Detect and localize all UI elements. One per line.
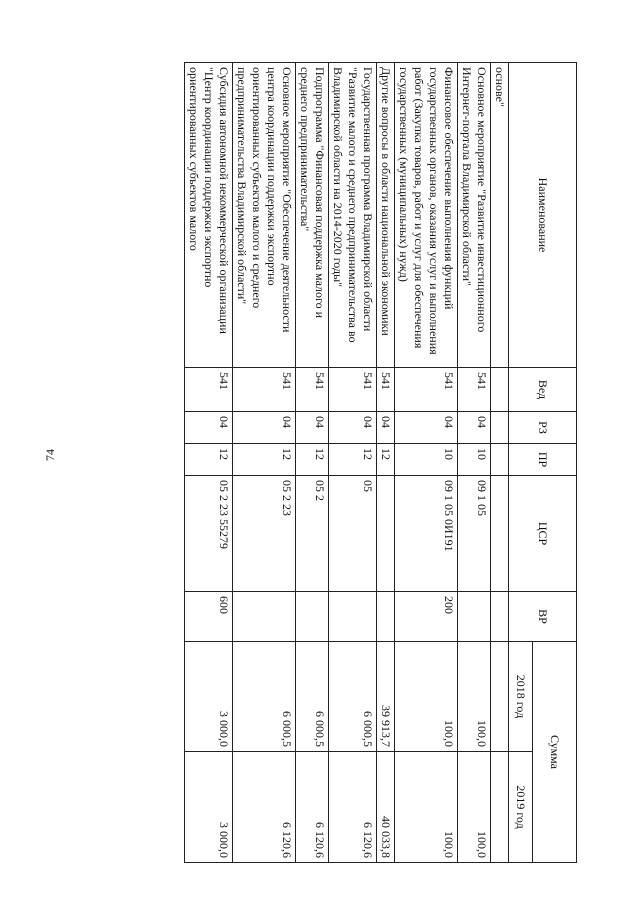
cell-ved: 541 <box>185 368 233 412</box>
cell-2018: 6 000,5 <box>329 642 377 752</box>
cell-rz: 04 <box>458 412 491 444</box>
cell-rz: 04 <box>377 412 395 444</box>
cell-vr <box>233 592 296 642</box>
cell-vr <box>491 592 509 642</box>
cell-pr: 12 <box>185 444 233 476</box>
cell-2018 <box>491 642 509 752</box>
table-row <box>329 63 377 863</box>
table-row <box>491 63 509 863</box>
table-row <box>296 63 329 863</box>
cell-2018: 6 000,5 <box>296 642 329 752</box>
cell-rz: 04 <box>233 412 296 444</box>
cell-2018: 6 000,5 <box>233 642 296 752</box>
table-row <box>185 63 233 863</box>
cell-2019 <box>491 752 509 863</box>
header-rz: РЗ <box>509 412 577 444</box>
cell-csr: 09 1 05 0И191 <box>395 476 458 592</box>
cell-ved: 541 <box>377 368 395 412</box>
cell-pr: 12 <box>377 444 395 476</box>
cell-rz: 04 <box>296 412 329 444</box>
cell-2018: 39 913,7 <box>377 642 395 752</box>
cell-pr <box>491 444 509 476</box>
cell-vr <box>296 592 329 642</box>
cell-rz <box>491 412 509 444</box>
cell-2018: 3 000,0 <box>185 642 233 752</box>
header-sum: Сумма <box>533 642 577 863</box>
cell-2019: 3 000,0 <box>185 752 233 863</box>
cell-csr: 05 <box>329 476 377 592</box>
page-number: 74 <box>43 449 57 461</box>
cell-vr: 200 <box>395 592 458 642</box>
cell-pr: 10 <box>458 444 491 476</box>
cell-csr <box>491 476 509 592</box>
cell-pr: 10 <box>395 444 458 476</box>
cell-vr <box>458 592 491 642</box>
header-vr: ВР <box>509 592 577 642</box>
cell-name: Государственная программа Владимирской области "Развитие малого и среднего предпринимательства во Владимирской области на 2014-2020 годы" <box>329 63 377 368</box>
cell-name: Основное мероприятие "Развитие инвестиционного Интернет-портала Владимирской области" <box>458 63 491 368</box>
cell-name: Субсидия автономной некоммерческой организации "Центр координации поддержки экспортно ориентированных субъектов малого <box>185 63 233 368</box>
cell-csr: 05 2 23 <box>233 476 296 592</box>
cell-pr: 12 <box>233 444 296 476</box>
cell-ved: 541 <box>395 368 458 412</box>
cell-name: Другие вопросы в области национальной экономики <box>377 63 395 368</box>
cell-csr: 09 1 05 <box>458 476 491 592</box>
table-row <box>395 63 458 863</box>
cell-2019: 100,0 <box>458 752 491 863</box>
cell-name: Основное мероприятие "Обеспечение деятельности центра координации поддержки экспортно ориентированных субъектов малого и среднего предпринимательства Владимирской области" <box>233 63 296 368</box>
cell-ved: 541 <box>296 368 329 412</box>
cell-ved <box>491 368 509 412</box>
cell-2018: 100,0 <box>395 642 458 752</box>
cell-ved: 541 <box>233 368 296 412</box>
budget-table <box>184 62 577 863</box>
header-2018: 2018 год <box>509 642 533 752</box>
cell-ved: 541 <box>329 368 377 412</box>
cell-rz: 04 <box>185 412 233 444</box>
header-pr: ПР <box>509 444 577 476</box>
header-name: Наименование <box>509 63 577 368</box>
cell-csr: 05 2 <box>296 476 329 592</box>
cell-vr: 600 <box>185 592 233 642</box>
cell-vr <box>377 592 395 642</box>
cell-2019: 6 120,6 <box>233 752 296 863</box>
cell-pr: 12 <box>329 444 377 476</box>
table-row <box>458 63 491 863</box>
header-2019: 2019 год <box>509 752 533 863</box>
cell-vr <box>329 592 377 642</box>
cell-rz: 04 <box>329 412 377 444</box>
cell-ved: 541 <box>458 368 491 412</box>
cell-name: Подпрограмма "Финансовая поддержка малого и среднего предпринимательства" <box>296 63 329 368</box>
cell-csr: 05 2 23 55279 <box>185 476 233 592</box>
table-row <box>233 63 296 863</box>
cell-rz: 04 <box>395 412 458 444</box>
cell-2019: 6 120,6 <box>329 752 377 863</box>
cell-2018: 100,0 <box>458 642 491 752</box>
cell-2019: 40 033,8 <box>377 752 395 863</box>
cell-2019: 100,0 <box>395 752 458 863</box>
table-row <box>377 63 395 863</box>
cell-name: Финансовое обеспечение выполнения функций государственных органов, оказания услуг и выполнения работ (Закупка товаров, работ и услуг для обеспечения государственных (муниципальных) нужд) <box>395 63 458 368</box>
rotated-page <box>77 62 577 862</box>
header-ved: Вед <box>509 368 577 412</box>
cell-pr: 12 <box>296 444 329 476</box>
cell-csr <box>377 476 395 592</box>
cell-name: основе" <box>491 63 509 368</box>
cell-2019: 6 120,6 <box>296 752 329 863</box>
header-csr: ЦСР <box>509 476 577 592</box>
